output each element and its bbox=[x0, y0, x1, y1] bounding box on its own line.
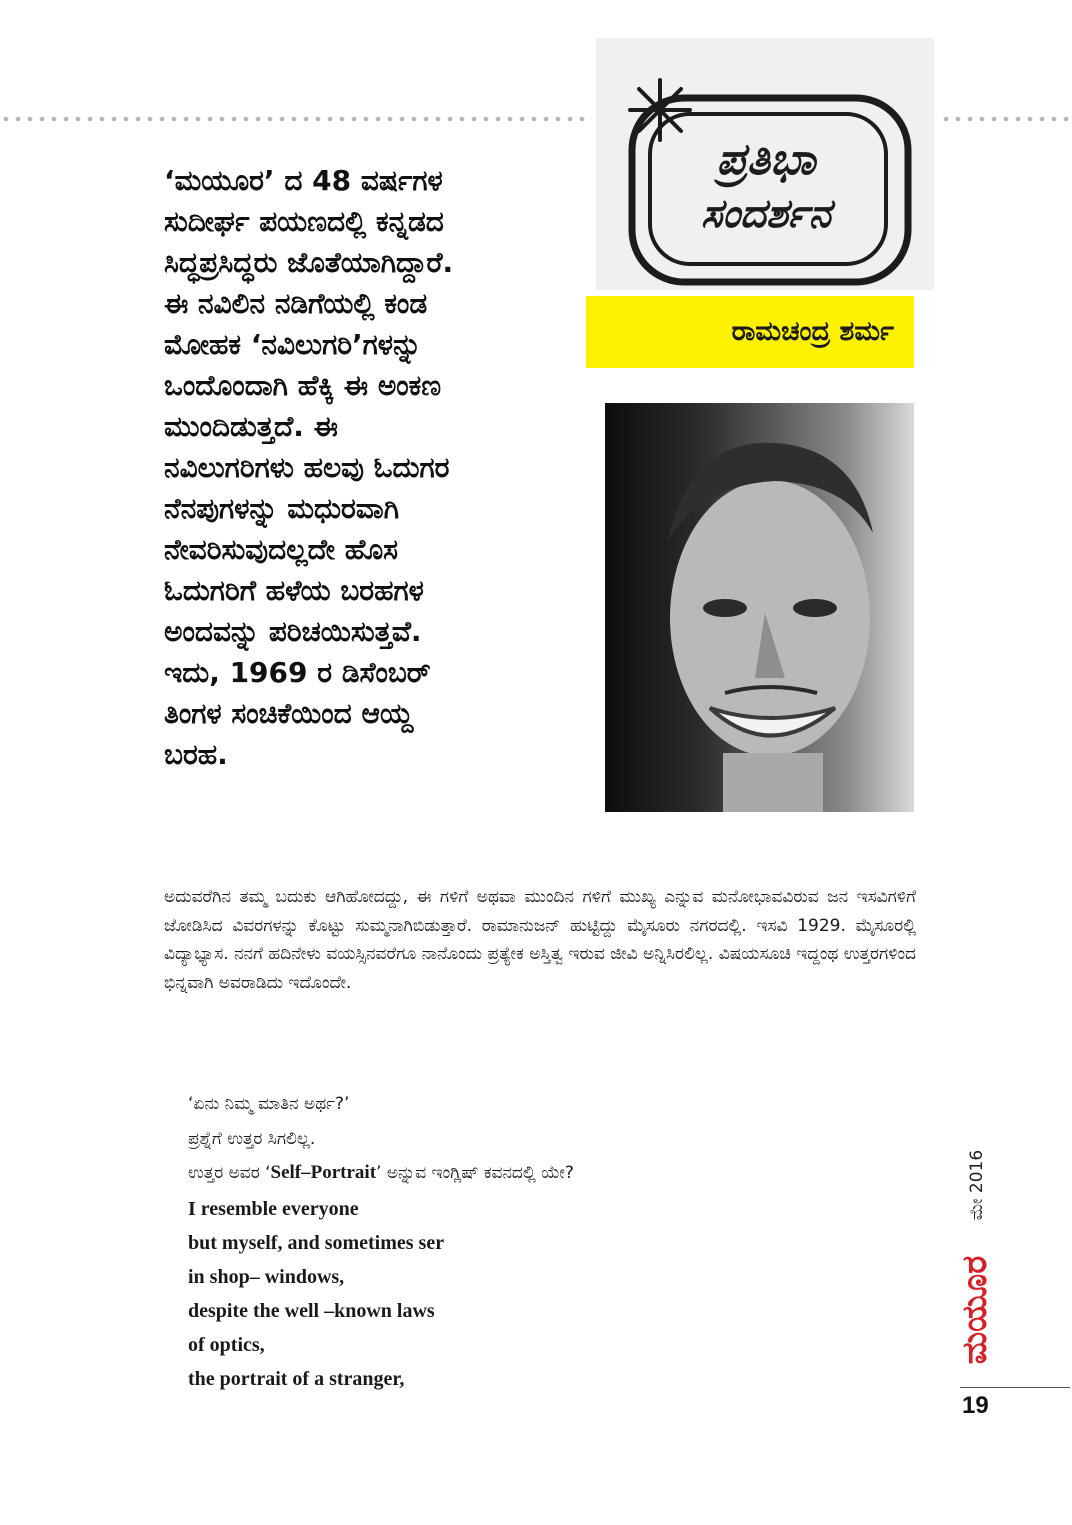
magazine-brand bbox=[950, 1245, 1000, 1385]
magazine-brand-label: ಮಯೂರ bbox=[955, 1255, 995, 1365]
intro-line: ಮೋಹಕ ‘ನವಿಲುಗರಿ’ಗಳನ್ನು bbox=[164, 328, 422, 361]
intro-line: ‘ಮಯೂರ’ ದ 48 ವರ್ಷಗಳ bbox=[164, 164, 443, 197]
portrait-illustration bbox=[605, 403, 914, 812]
dialog-no-answer: ಪ್ರಶ್ನೆಗೆ ಉತ್ತರ ಸಿಗಲಿಲ್ಲ. bbox=[188, 1129, 316, 1149]
intro-line: ಬರಹ. bbox=[164, 738, 228, 771]
poem-line: the portrait of a stranger, bbox=[188, 1368, 405, 1390]
poem-line: I resemble everyone bbox=[188, 1198, 359, 1220]
author-banner bbox=[586, 296, 914, 368]
dotted-rule-left bbox=[0, 115, 592, 123]
intro-line: ಈ ನವಿಲಿನ ನಡಿಗೆಯಲ್ಲಿ ಕಂಡ bbox=[164, 287, 428, 320]
dialog-answer bbox=[188, 1159, 888, 1187]
footer-rule bbox=[960, 1387, 1070, 1388]
intro-line: ನವಿಲುಗರಿಗಳು ಹಲವು ಓದುಗರ bbox=[164, 451, 450, 484]
portrait-photo bbox=[605, 403, 914, 812]
dialog-answer-prefix: ಉತ್ತರ ಅವರ ‘ bbox=[188, 1163, 271, 1183]
column-introduction bbox=[164, 160, 564, 775]
poem-line: despite the well –known laws bbox=[188, 1300, 435, 1322]
logo-title-line1: ಪ್ರತಿಭಾ bbox=[716, 134, 816, 185]
issue-date bbox=[962, 1140, 992, 1240]
column-logo bbox=[596, 38, 934, 290]
page-number: 19 bbox=[962, 1392, 989, 1419]
poem-line: but myself, and sometimes ser bbox=[188, 1232, 445, 1254]
intro-line: ನೆನಪುಗಳನ್ನು ಮಧುರವಾಗಿ bbox=[164, 492, 400, 525]
dotted-rule-right bbox=[940, 115, 1072, 123]
intro-line: ನೇವರಿಸುವುದಲ್ಲದೇ ಹೊಸ bbox=[164, 533, 398, 566]
intro-line: ಇದು, 1969 ರ ಡಿಸೆಂಬರ್ bbox=[164, 656, 431, 689]
intro-line: ಅಂದವನ್ನು ಪರಿಚಯಿಸುತ್ತವೆ. bbox=[164, 615, 422, 648]
intro-line: ಸುದೀರ್ಘ ಪಯಣದಲ್ಲಿ ಕನ್ನಡದ bbox=[164, 205, 444, 238]
dialog-answer-suffix: ’ ಅನ್ನುವ ಇಂಗ್ಲಿಷ್ ಕವನದಲ್ಲಿ ಯೇ? bbox=[376, 1163, 574, 1183]
dialog-question: ‘ಏನು ನಿಮ್ಮ ಮಾತಿನ ಅರ್ಥ?’ bbox=[188, 1094, 350, 1114]
intro-line: ಓದುಗರಿಗೆ ಹಳೆಯ ಬರಹಗಳ bbox=[164, 574, 424, 607]
poem-title: Self–Portrait bbox=[270, 1162, 377, 1183]
poem-line: in shop– windows, bbox=[188, 1266, 345, 1288]
intro-line: ತಿಂಗಳ ಸಂಚಿಕೆಯಿಂದ ಆಯ್ದ bbox=[164, 697, 413, 730]
intro-line: ಒಂದೊಂದಾಗಿ ಹೆಕ್ಕಿ ಈ ಅಂಕಣ bbox=[164, 369, 442, 402]
issue-date-label: ಮೇ 2016 bbox=[967, 1149, 987, 1221]
asterisk-icon bbox=[630, 80, 690, 140]
intro-line: ಸಿದ್ಧಪ್ರಸಿದ್ಧರು ಜೊತೆಯಾಗಿದ್ದಾರೆ. bbox=[164, 246, 454, 279]
poem-excerpt bbox=[188, 1192, 608, 1396]
author-name: ರಾಮಚಂದ್ರ ಶರ್ಮ bbox=[731, 316, 894, 347]
poem-line: of optics, bbox=[188, 1334, 265, 1356]
logo-title-line2: ಸಂದರ್ಶನ bbox=[701, 190, 831, 237]
body-paragraph: ಅದುವರೆಗಿನ ತಮ್ಮ ಬದುಕು ಆಗಿಹೋದದ್ದು, ಈ ಗಳಿಗೆ ಅಥವಾ ಮುಂದಿನ ಗಳಿಗೆ ಮುಖ್ಯ ಎನ್ನುವ ಮನೋಭಾವವಿರುವ ಜನ ಇಸವಿಗಳಿಗೆ ಜೋಡಿಸಿದ ವಿವರಗಳನ್ನು ಕೊಟ್ಟು ಸುಮ್ಮನಾಗಿಬಿಡುತ್ತಾರೆ. ರಾಮಾನುಜನ್ ಹುಟ್ಟಿದ್ದು ಮೈಸೂರು ನಗರದಲ್ಲಿ. ಇಸವಿ 1929. ಮೈಸೂರಲ್ಲಿ ವಿದ್ಯಾಭ್ಯಾಸ. ನನಗೆ ಹದಿನೇಳು ವಯಸ್ಸಿನವರೆಗೂ ನಾನೊಂದು ಪ್ರತ್ಯೇಕ ಅಸ್ತಿತ್ವ ಇರುವ ಜೀವಿ ಅನ್ನಿಸಿರಲಿಲ್ಲ. ವಿಷಯಸೂಚಿ ಇದ್ದಂಥ ಉತ್ತರಗಳಿಂದ ಭಿನ್ನವಾಗಿ ಅವರಾಡಿದು ಇದೊಂದೇ. bbox=[164, 887, 916, 993]
intro-line: ಮುಂದಿಡುತ್ತದೆ. ಈ bbox=[164, 410, 338, 443]
